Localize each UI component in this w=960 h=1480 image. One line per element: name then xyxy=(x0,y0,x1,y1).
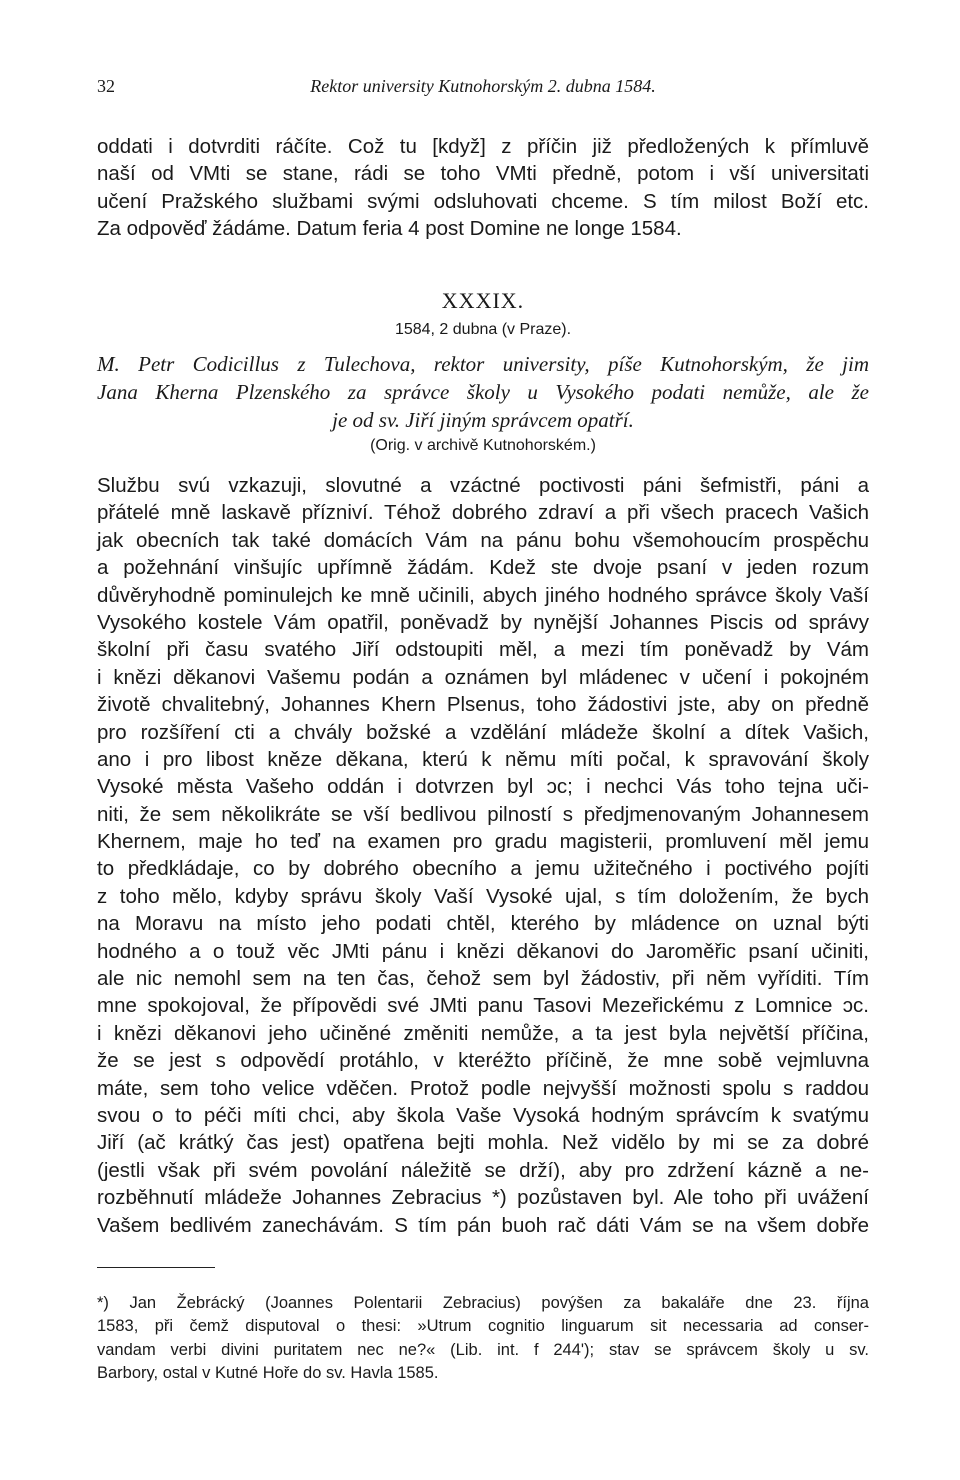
source-note: (Orig. v archivě Kutnohorském.) xyxy=(370,437,596,454)
text-line: naší od VMti se stane, rádi se toho VMti předně, potom i vší universitati xyxy=(97,162,869,186)
text-line: pro rozšíření cti a chvály božské a vzdělání mládeže školní a dítek Vašich, xyxy=(97,720,869,744)
text-line: Vašem bedlivém zanechávám. S tím pán buoh rač dáti Vám se na všem dobře xyxy=(97,1213,869,1237)
text-line: to předkládaje, co by dobrého obecního a jemu užitečného i poctivého pojíti xyxy=(97,857,869,881)
regest-line: M. Petr Codicillus z Tulechova, rektor university, píše Kutnohorským, že jim xyxy=(97,352,869,376)
text-line: rozběhnutí mládeže Johannes Zebracius *) pozůstaven byl. Ale toho při uvážení xyxy=(97,1186,869,1210)
text-line: učení Pražského službami svými odsluhovati chceme. S tím milost Boží etc. xyxy=(97,189,869,213)
text-line: jak obecních tak také domácích Vám na pánu bohu všemohoucím prospěchu xyxy=(97,528,869,552)
regest xyxy=(97,350,869,434)
text-line: hodného a o touž věc JMti pánu i knězi děkanovi do Jaroměřic psaní učiniti, xyxy=(97,939,869,963)
text-line: životě chvalitebný, Johannes Khern Plsenus, toho žádostivi jste, aby on předně xyxy=(97,693,869,717)
text-line: přátelé mně laskavě přízniví. Téhož dobrého zdraví a při všech pracech Vašich xyxy=(97,501,869,525)
intro-paragraph xyxy=(97,133,869,243)
text-line: (jestli však při svém povolání náležitě se drží), aby pro zdržení kázně a ne- xyxy=(97,1158,869,1182)
text-line: i knězi děkanovi jeho učiněné změniti nemůže, a ta jest byla největší příčina, xyxy=(97,1021,869,1045)
text-line: Vysokého kostele Vám opatřil, poněvadž by nynější Johannes Piscis od správy xyxy=(97,610,869,634)
text-line: niti, že sem několikráte se vší bedlivou pilností s předjmenovaným Johannesem xyxy=(97,802,869,826)
page-number: 32 xyxy=(97,76,115,96)
footnote-line: *) Jan Žebrácký (Joannes Polentarii Zebracius) povýšen za bakaláře dne 23. října xyxy=(97,1294,869,1312)
text-line: školní při času svatého Jiří odstoupiti měl, a mezi tím poněvadž by Vám xyxy=(97,638,869,662)
footnote-line: 1583, při čemž disputoval o thesi: »Utrum cognitio linguarum sit necessaria ad conser- xyxy=(97,1317,869,1336)
text-line: Službu svú vzkazuji, slovutné a vzáctné poctivosti páni šefmistři, páni a xyxy=(97,474,869,497)
page-header xyxy=(97,76,869,104)
regest-line: je od sv. Jiří jiným správcem opatří. xyxy=(332,408,634,432)
footnote-divider xyxy=(97,1267,215,1268)
text-line: že se jest s odpovědí protáhlo, v kteréžto příčině, že mne sobě vejmluvna xyxy=(97,1049,869,1073)
text-line: a požehnání vinšujíc upřímně žádám. Kdež ste dvoje psaní v jeden rozum xyxy=(97,556,869,580)
letter-body xyxy=(97,472,869,1239)
text-line: máte, sem toho velice vděčen. Protož podle nejvyšší možnosti spolu s raddou xyxy=(97,1076,869,1100)
document-number: XXXIX. xyxy=(441,288,525,313)
running-title: Rektor university Kutnohorským 2. dubna 1584. xyxy=(310,76,656,96)
document-date: 1584, 2 dubna (v Praze). xyxy=(394,321,572,338)
text-line: z toho mělo, kdyby správu školy Vaší Vysoké ujal, s tím doložením, že bych xyxy=(97,884,869,908)
footnote-line: Barbory, ostal v Kutné Hoře do sv. Havla 1585. xyxy=(97,1364,439,1383)
text-line: oddati i dotvrditi ráčíte. Což tu [když] z příčin již předložených k přímluvě xyxy=(97,135,869,158)
text-line: Za odpověď žádáme. Datum feria 4 post Domine ne longe 1584. xyxy=(97,217,682,241)
text-line: svou o to péči míti chci, aby škola Vaše Vysoká hodným správcím k svatýmu xyxy=(97,1103,869,1127)
text-line: důvěryhodně pominulejch ke mně učinili, abych jiného hodného správce školy Vaší xyxy=(97,583,869,607)
text-line: Jiří (ač krátký čas jest) opatřena bejti mohla. Než vidělo by mi se za dobré xyxy=(97,1131,869,1155)
text-line: i knězi děkanovi Vašemu podán a oznámen byl mládenec v učení i pokojném xyxy=(97,665,869,689)
footnote xyxy=(97,1292,869,1386)
text-line: Vysoké města Vašeho oddán i dotvrzen byl ɔc; i nechci Vás toho tejna uči- xyxy=(97,775,869,799)
footnote-line: vandam verbi divini puritatem nec ne?« (Lib. int. f 244'); stav se správcem školy u sv. xyxy=(97,1340,869,1359)
text-line: na Moravu na místo jeho podati chtěl, kterého by mládence on uznal býti xyxy=(97,912,869,936)
text-line: ano i pro libost kněze děkana, kterú k němu míti počal, k spravování školy xyxy=(97,747,869,771)
text-line: mne spokojoval, že přípovědi své JMti panu Tasovi Mezeřickému z Lomnice ɔc. xyxy=(97,994,869,1018)
text-line: Khernem, maje ho teď na examen pro gradu magisterii, promluvení měl jemu xyxy=(97,830,869,854)
regest-line: Jana Kherna Plzenského za správce školy u Vysokého podati nemůže, ale že xyxy=(97,380,869,404)
text-line: ale nic nemohl sem na ten čas, čehož sem byl žádostiv, při něm vyříditi. Tím xyxy=(97,967,869,991)
